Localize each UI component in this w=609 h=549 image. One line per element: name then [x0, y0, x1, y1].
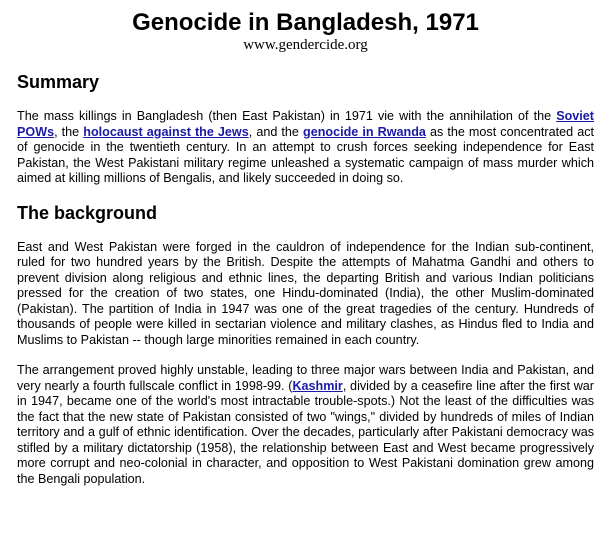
background-p2-text-1: The arrangement proved highly unstable, leading to three major wars between India and Pakistan, and very nearly a fourth fullscale conflict in 1998-99. (: [17, 363, 594, 393]
background-paragraph-1: East and West Pakistan were forged in the cauldron of independence for the Indian sub-continent, ruled for two hundred years by the British. Despite the attempts of Mahatma Gandhi and others to prevent division along religious and ethnic lines, the departing British and various Indian politicians pressed for the creation of two states, one Hindu-dominated (India), the other Muslim-dominated (Pakistan). The partition of India in 1947 was one of the great tragedies of the century. Hundreds of thousands of people were killed in sectarian violence and military clashes, as Hindus fled to India and Muslims to Pakistan -- though large minorities remained in each country.: [17, 239, 594, 347]
summary-text-4: as the most concentrated act of genocide in the twentieth century. In an attempt to crush forces seeking independence for East Pakistan, the West Pakistani military regime unleashed a systematic campaign of mass murder which aimed at killing millions of Bengalis, and likely succeeded in doing so.: [17, 124, 594, 185]
page-title: Genocide in Bangladesh, 1971: [132, 9, 479, 36]
holocaust-link[interactable]: holocaust against the Jews: [83, 124, 249, 139]
kashmir-link[interactable]: Kashmir: [292, 378, 343, 393]
summary-paragraph: [17, 109, 594, 187]
background-heading: The background: [17, 202, 158, 223]
soviet-pows-link[interactable]: Soviet POWs: [17, 109, 594, 139]
summary-heading: Summary: [17, 72, 100, 92]
rwanda-genocide-link[interactable]: genocide in Rwanda: [303, 124, 426, 139]
background-p2-text-2: , divided by a ceasefire line after the first war in 1947, became one of the world's most intractable trouble-spots.) Not the least of the difficulties was the fact that the new state of Pakistan consisted of two "wings," divided by hundreds of miles of Indian territory and a gulf of ethnic identification. Over the decades, particularly after Pakistani democracy was stifled by a military dictatorship (1958), the relationship between East and West became progressively more corrupt and neo-colonial in character, and opposition to West Pakistani domination grew among the Bengali population.: [17, 378, 594, 486]
summary-text-1: The mass killings in Bangladesh (then East Pakistan) in 1971 vie with the annihilation of the: [17, 109, 557, 123]
background-paragraph-2: [17, 363, 594, 487]
site-url: www.gendercide.org: [243, 37, 368, 53]
summary-text-2: , the: [54, 124, 84, 139]
summary-text-3: , and the: [248, 124, 303, 139]
